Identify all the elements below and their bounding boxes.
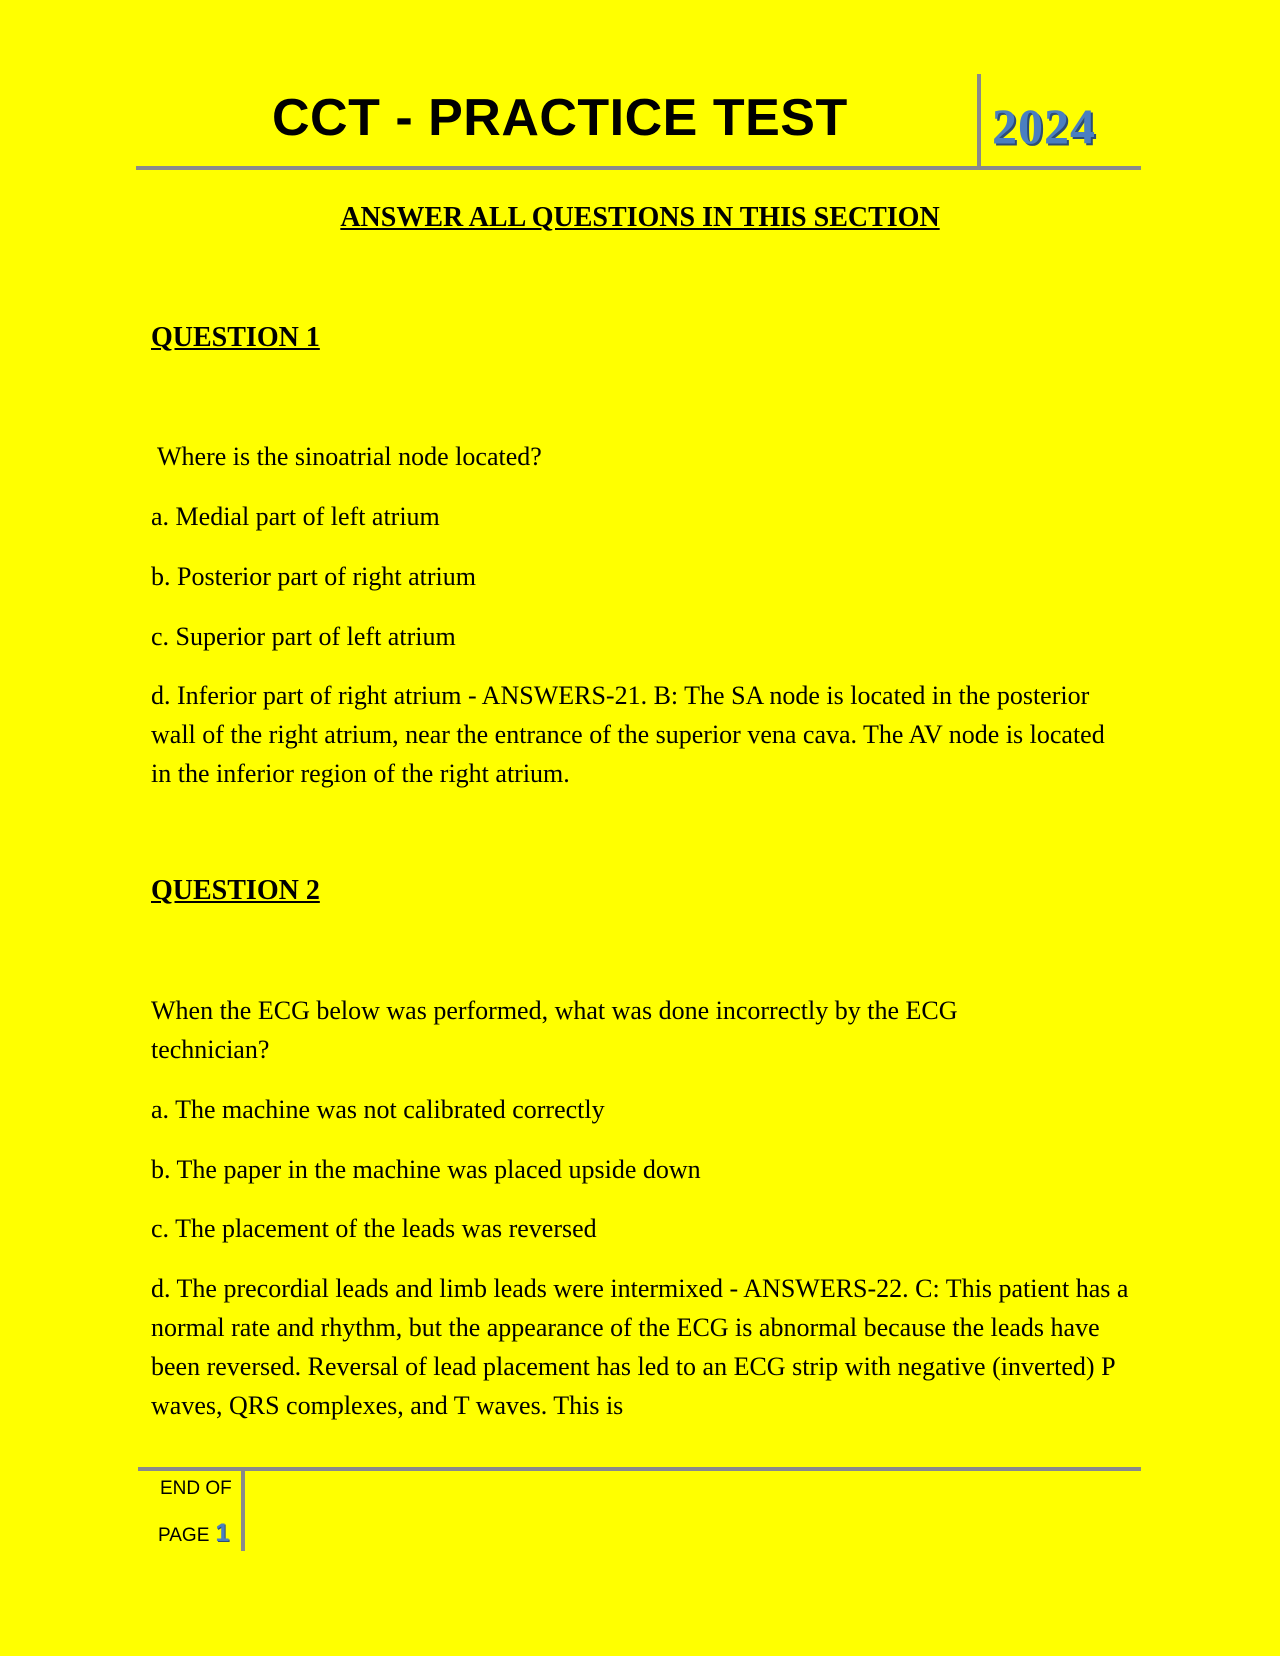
- footer-divider: [241, 1471, 245, 1551]
- question-1-option-d-answer: d. Inferior part of right atrium - ANSWERS-21. B: The SA node is located in the posterior wall of the right atrium, near the entrance of the superior vena cava. The AV node is located in the inferior region of the right atrium.: [151, 681, 1105, 788]
- footer-page-label: PAGE: [158, 1525, 210, 1546]
- question-2-option-d-answer: d. The precordial leads and limb leads were intermixed - ANSWERS-22. C: This patient has a normal rate and rhythm, but the appearance of the ECG is abnormal because the leads have been reversed. Reversal of lead placement has led to an ECG strip with negative (inverted) P waves, QRS complexes, and T waves. This is: [151, 1274, 1129, 1420]
- question-1-prompt: Where is the sinoatrial node located?: [157, 442, 542, 471]
- question-1-option-b: b. Posterior part of right atrium: [151, 562, 476, 591]
- question-1-option-a: a. Medial part of left atrium: [151, 502, 440, 531]
- question-1-heading: QUESTION 1: [151, 322, 320, 353]
- question-1-option-c: c. Superior part of left atrium: [151, 622, 456, 651]
- footer-rule: [138, 1467, 1141, 1471]
- page-number: 1: [215, 1519, 230, 1547]
- question-2-heading: QUESTION 2: [151, 875, 320, 906]
- header-divider: [977, 74, 981, 168]
- question-2-option-b: b. The paper in the machine was placed upside down: [151, 1155, 701, 1184]
- question-2-prompt: When the ECG below was performed, what was done incorrectly by the ECG technician?: [151, 996, 958, 1064]
- question-2-option-c: c. The placement of the leads was reversed: [151, 1214, 597, 1243]
- header-rule: [136, 166, 1141, 170]
- section-heading: ANSWER ALL QUESTIONS IN THIS SECTION: [340, 202, 940, 233]
- header-year: 2024: [992, 98, 1096, 154]
- footer-page: [158, 1518, 229, 1551]
- page-title: CCT - PRACTICE TEST: [272, 89, 848, 147]
- footer-end-of: END OF: [160, 1478, 232, 1499]
- question-2-option-a: a. The machine was not calibrated correctly: [151, 1095, 605, 1124]
